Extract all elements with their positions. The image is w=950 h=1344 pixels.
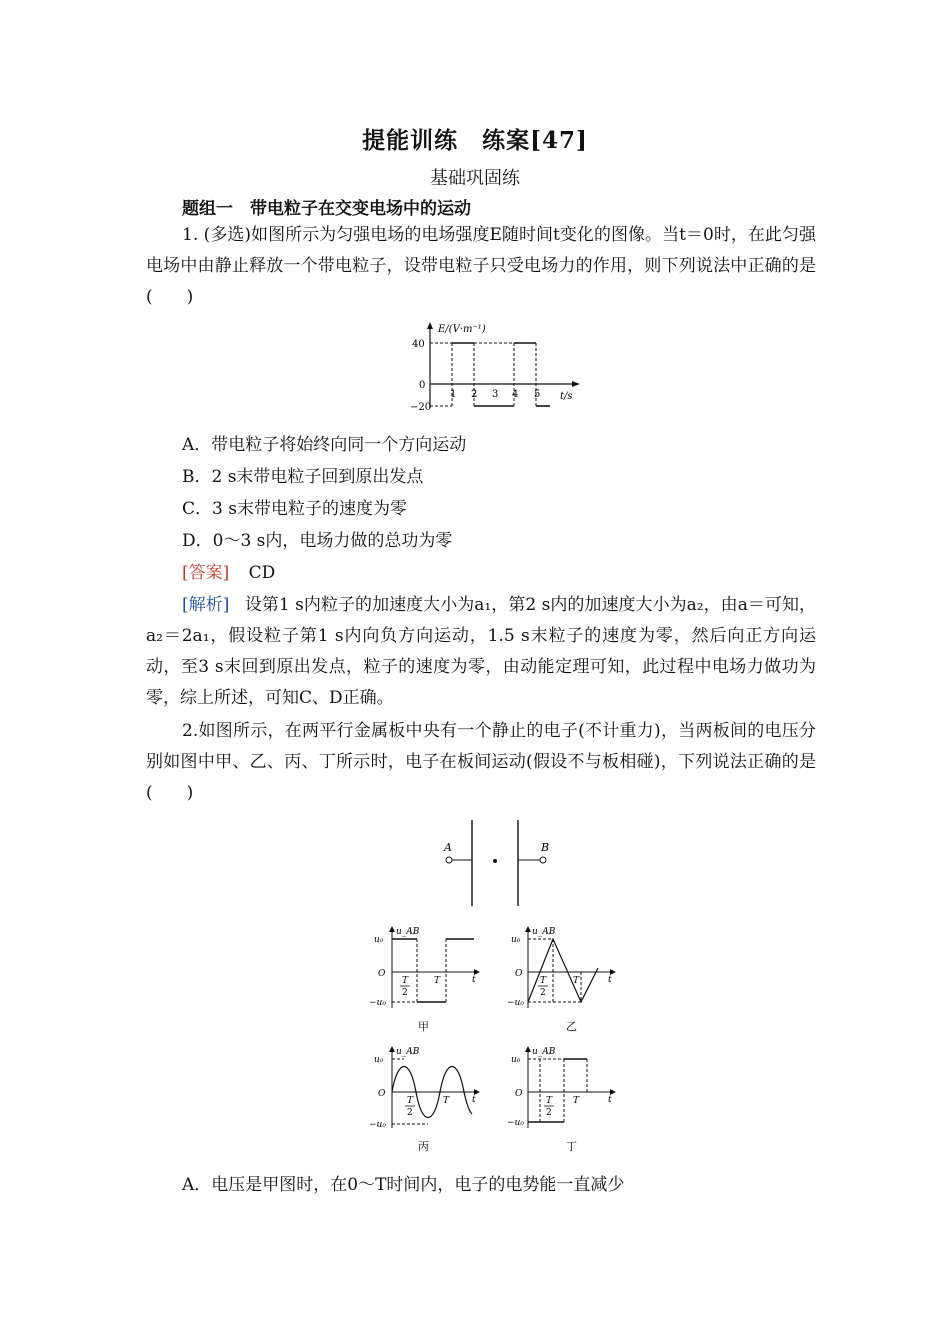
graph-yi-neg-u0: −u₀: [507, 998, 524, 1008]
graph-bing-caption: 丙: [418, 1140, 429, 1153]
graph-yi: [507, 922, 630, 1037]
analysis-text: 设第1 s内粒子的加速度大小为a₁，第2 s内的加速度大小为a₂，由a＝可知，a₂＝2a₁，假设粒子第1 s内向负方向运动，1.5 s末粒子的速度为零，然后向正方向运动，至3 s末回到原出发点，粒子的速度为零，由动能定理可知，此过程中电场力做功为零，综上所述，可知C、D正确。: [146, 595, 816, 708]
question-1-option-a: A．带电粒子将始终向同一个方向运动: [182, 435, 467, 455]
graph-yi-t: t: [608, 975, 612, 985]
graph-1-xtick-4: 4: [512, 389, 519, 400]
graph-jia-half-den: 2: [402, 988, 408, 998]
answer-value: CD: [248, 563, 276, 583]
graph-yi-u0: u₀: [511, 935, 521, 945]
page-title: 提能训练 练案[47]: [362, 127, 588, 154]
graph-jia: [368, 922, 488, 1037]
graph-1-xtick-2: 2: [471, 389, 478, 400]
graph-jia-neg-u0: −u₀: [369, 998, 386, 1008]
question-1-stem: 1. (多选)如图所示为匀强电场的电场强度E随时间t变化的图像。当t＝0时，在此匀强电场中由静止释放一个带电粒子，设带电粒子只受电场力的作用，则下列说法中正确的是( ): [146, 225, 816, 307]
plate-b-label: B: [541, 841, 550, 854]
graph-yi-T: T: [573, 976, 580, 986]
question-1-option-c: C．3 s末带电粒子的速度为零: [182, 499, 407, 519]
question-1-option-b: B．2 s末带电粒子回到原出发点: [182, 467, 424, 487]
graph-bing-half-den: 2: [407, 1108, 413, 1118]
graph-yi-origin: O: [515, 969, 523, 979]
answer-line: [182, 560, 275, 586]
graph-1-ytick-neg20: −20: [410, 402, 432, 413]
section-heading: 题组一 带电粒子在交变电场中的运动: [182, 199, 471, 219]
question-1-graph: [410, 318, 590, 418]
graph-jia-origin: O: [378, 969, 386, 979]
graph-ding-half-den: 2: [546, 1108, 552, 1118]
graph-1-xtick-1: 1: [450, 389, 457, 400]
graph-ding-ylabel: u_AB: [532, 1047, 556, 1057]
graph-ding-caption: 丁: [566, 1140, 577, 1153]
graph-bing-u0: u₀: [374, 1055, 384, 1065]
question-2-option-a: A．电压是甲图时，在0～T时间内，电子的电势能一直减少: [182, 1175, 625, 1195]
graph-bing-ylabel: u_AB: [396, 1047, 420, 1057]
graph-ding-u0: u₀: [511, 1055, 521, 1065]
graph-jia-ylabel: u_AB: [396, 927, 420, 937]
graph-1-ytick-40: 40: [412, 339, 425, 350]
graph-yi-half-num: T: [540, 976, 547, 986]
graph-bing-half-num: T: [407, 1096, 414, 1106]
graph-bing-t: t: [472, 1095, 476, 1105]
graph-bing-neg-u0: −u₀: [369, 1120, 386, 1130]
graph-ding-half-num: T: [546, 1096, 553, 1106]
graph-yi-ylabel: u_AB: [532, 927, 556, 937]
graph-1-ytick-0: 0: [419, 380, 426, 391]
graph-bing: [368, 1042, 488, 1157]
answer-tag: [答案]: [182, 563, 230, 583]
graph-yi-caption: 乙: [566, 1020, 577, 1033]
electron-dot: [493, 859, 497, 863]
graph-1-xlabel: t/s: [560, 391, 573, 402]
graph-bing-T: T: [443, 1096, 450, 1106]
page-subtitle: 基础巩固练: [430, 168, 520, 189]
graph-1-ylabel: E/(V·m⁻¹): [438, 324, 486, 335]
graph-jia-half-num: T: [402, 976, 409, 986]
analysis-tag: [解析]: [182, 595, 230, 615]
graph-ding-t: t: [608, 1095, 612, 1105]
graph-yi-half-den: 2: [540, 988, 546, 998]
graph-jia-T: T: [434, 976, 441, 986]
question-1-option-d: D．0～3 s内，电场力做的总功为零: [182, 531, 453, 551]
graph-1-xtick-5: 5: [534, 389, 541, 400]
graph-ding-origin: O: [515, 1089, 523, 1099]
graph-1-xtick-3: 3: [492, 389, 499, 400]
graph-ding: [507, 1042, 630, 1157]
graph-ding-T: T: [573, 1096, 580, 1106]
plate-a-label: A: [444, 841, 452, 854]
graph-bing-origin: O: [378, 1089, 386, 1099]
parallel-plates-figure: [430, 818, 560, 910]
graph-jia-t: t: [472, 975, 476, 985]
graph-jia-caption: 甲: [418, 1020, 429, 1033]
graph-jia-u0: u₀: [374, 935, 384, 945]
graph-ding-neg-u0: −u₀: [507, 1118, 524, 1128]
question-2-stem: 2.如图所示，在两平行金属板中央有一个静止的电子(不计重力)，当两板间的电压分别如图中甲、乙、丙、丁所示时，电子在板间运动(假设不与板相碰)，下列说法正确的是( ): [146, 721, 816, 803]
analysis-paragraph: [146, 590, 816, 714]
